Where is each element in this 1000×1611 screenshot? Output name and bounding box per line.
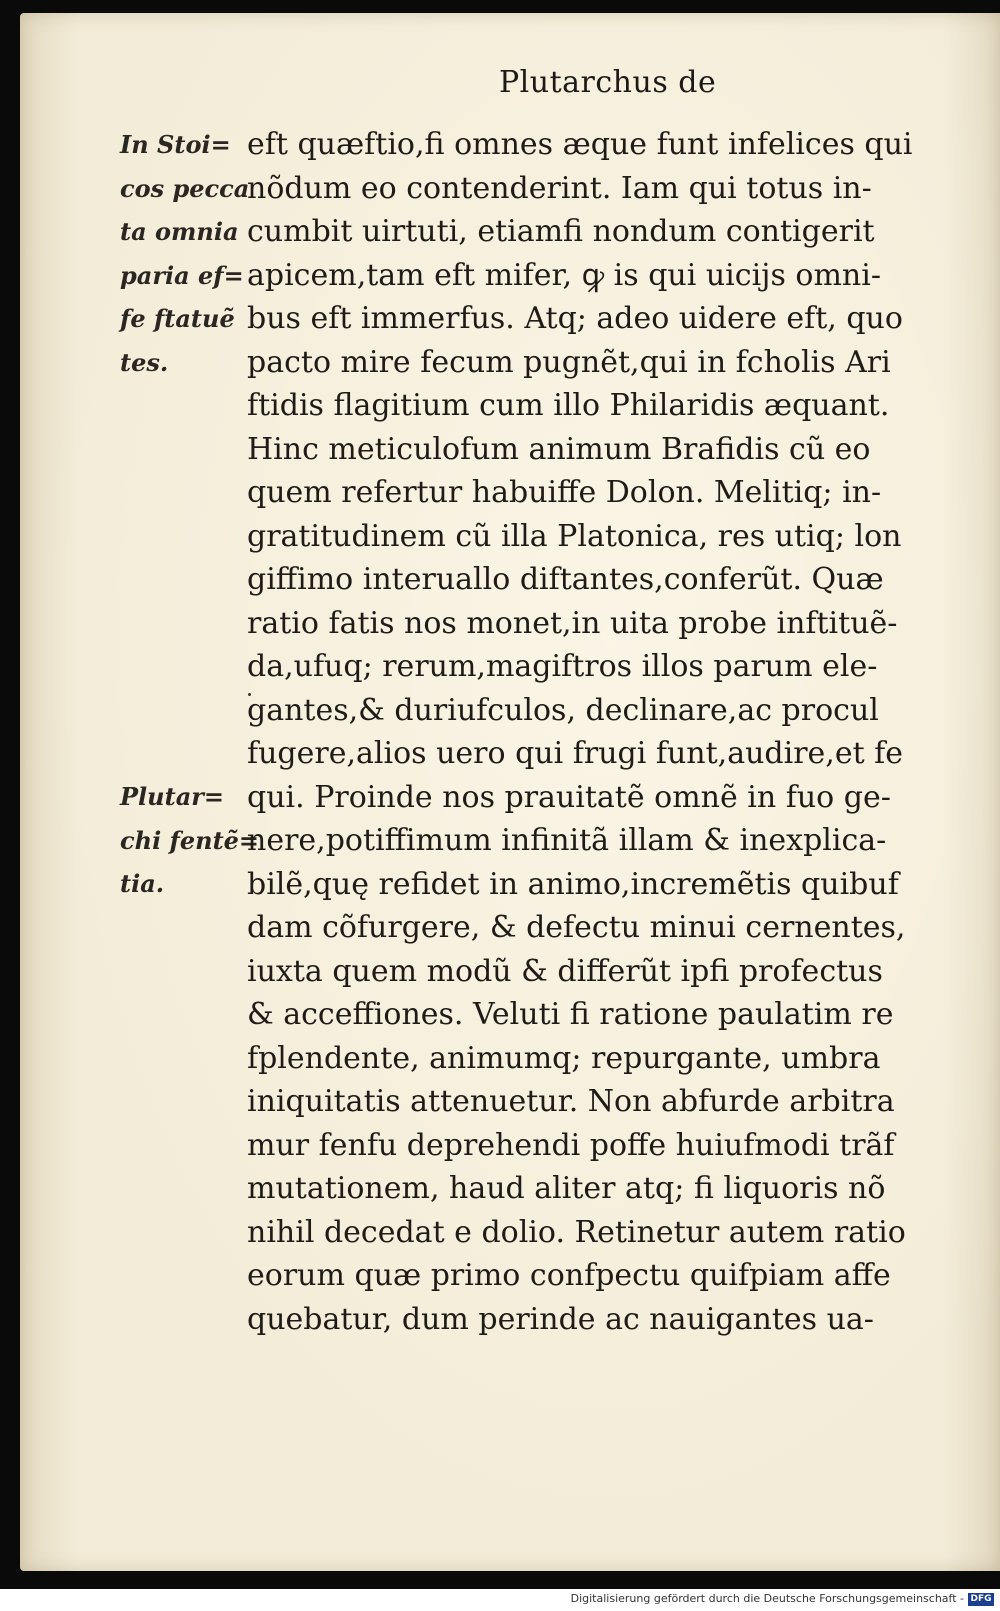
text-line: bilẽ,quę refidet in animo,incremẽtis quibuf [247,866,899,902]
text-line: apicem,tam eft mifer, ꝙ is qui uicijs omni- [247,257,881,293]
text-line: fugere,alios uero qui frugi funt,audire,et fe [247,736,904,771]
dfg-logo: DFG [968,1593,994,1606]
text-line: cumbit uirtuti, etiamfi nondum contigerit [247,214,875,249]
running-head: Plutarchus de [499,65,717,100]
marginal-note-line: ta omnia [120,217,239,246]
marginal-note-line: In Stoi= [120,130,231,159]
text-line: pacto mire fecum pugnẽt,qui in fcholis Ari [247,344,891,380]
text-line: iuxta quem modũ & differũt ipfi profectus [247,953,883,989]
text-line: mutationem, haud aliter atq; fi liquoris nõ [247,1171,886,1206]
digitization-footer [0,1589,1000,1611]
text-line: nere,potiffimum infinitã illam & inexplica- [247,823,887,858]
text-line: iniquitatis attenuetur. Non abfurde arbitra [247,1084,895,1119]
text-line: nõdum eo contenderint. Iam qui totus in- [247,170,872,206]
text-line: Hinc meticulofum animum Brafidis cũ eo [247,431,871,467]
marginal-note-line: paria ef= [120,260,244,290]
text-line: mur fenfu deprehendi poffe huiufmodi trãf [247,1127,895,1163]
text-line: bus eft immerfus. Atq; adeo uidere eft, quo [247,301,903,336]
text-line: gratitudinem cũ illa Platonica, res utiq; lon [247,518,902,554]
marginal-note-line: chi fentẽ= [120,825,260,855]
book-page [20,13,1000,1571]
text-line: nihil decedat e dolio. Retinetur autem ratio [247,1214,906,1250]
text-line: ratio fatis nos monet,in uita probe inftituẽ- [247,605,898,641]
marginal-note-plutarch [120,775,260,906]
funding-credit: Digitalisierung gefördert durch die Deutsche Forschungsgemeinschaft - [570,1592,964,1605]
marginal-note-line: tes. [120,347,169,377]
text-line: giffimo interuallo diftantes,conferũt. Quæ [247,562,884,597]
text-line: qui. Proinde nos prauitatẽ omnẽ in fuo ge- [247,779,891,815]
marginal-note-stoics [120,123,250,384]
marginal-note-line: cos pecca [120,173,250,203]
text-line: gantes,& duriufculos, declinare,ac procul [247,692,879,728]
text-line: quem refertur habuiffe Dolon. Melitiq; in- [247,475,882,510]
text-line: quebatur, dum perinde ac nauigantes ua- [247,1301,874,1337]
text-line: & acceffiones. Veluti fi ratione paulatim re [247,997,894,1032]
text-line: eft quæftio,fi omnes æque funt infelices qui [247,127,913,162]
body-text [247,123,967,1341]
text-line: dam cõfurgere, & defectu minui cernentes, [247,910,906,945]
text-line: fplendente, animumq; repurgante, umbra [247,1040,881,1076]
marginal-note-line: fe ftatuẽ [120,304,235,333]
text-line: da,ufuq; rerum,magiftros illos parum ele- [247,649,878,684]
marginal-note-line: Plutar= [120,782,225,811]
text-line: ftidis flagitium cum illo Philaridis æquant. [247,388,890,423]
text-line: eorum quæ primo confpectu quifpiam affe [247,1258,891,1293]
marginal-note-line: tia. [120,869,165,898]
